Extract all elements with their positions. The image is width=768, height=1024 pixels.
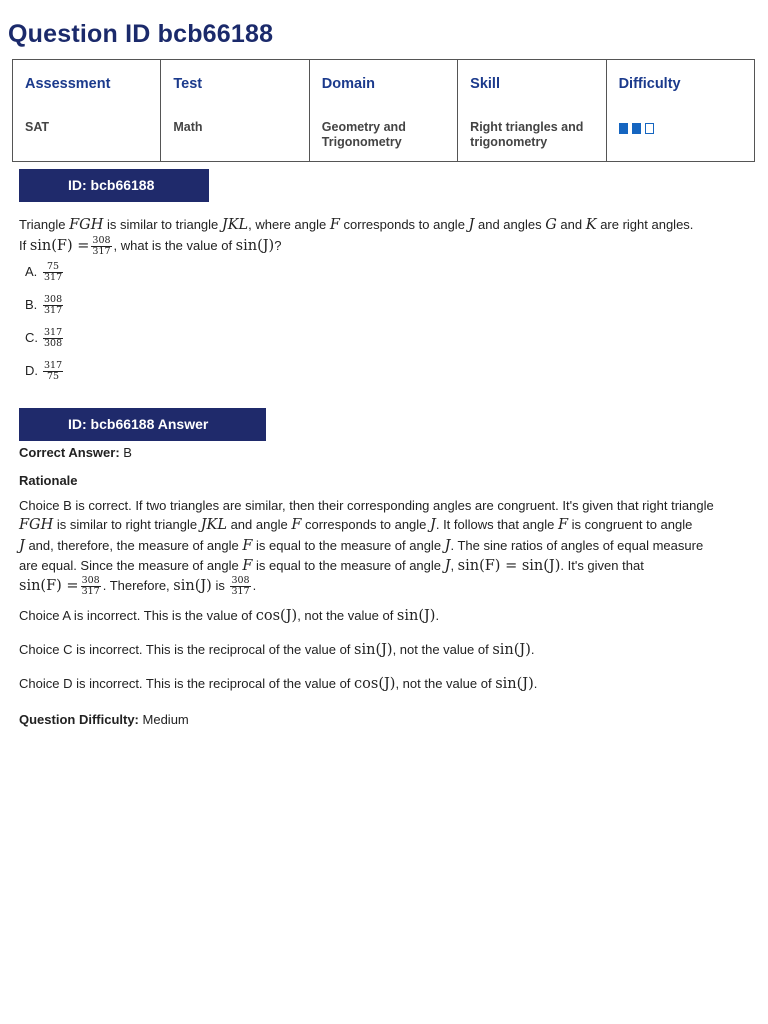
question-stem: Triangle FGH is similar to triangle JKL, where angle F corresponds to angle J and angles G and K are right angles. If sin(F) = $\frac{308}{317}$ , what is the value of sin(J)? <box>19 217 694 257</box>
header-skill: Skill <box>458 60 606 105</box>
question-id-bar: ID: bcb66188 <box>19 169 209 202</box>
difficulty-box-filled <box>619 123 628 134</box>
value-difficulty <box>606 104 754 162</box>
value-domain: Geometry and Trigonometry <box>309 104 457 162</box>
rationale-heading: Rationale <box>19 473 78 488</box>
fraction: $\frac{308}{317}$ <box>92 234 111 257</box>
difficulty-box-empty <box>645 123 654 134</box>
choice-d[interactable]: D. $\frac{317}{75}$ <box>25 360 63 382</box>
difficulty-indicator <box>619 120 658 134</box>
header-domain: Domain <box>309 60 457 105</box>
page-title: Question ID bcb66188 <box>8 20 274 48</box>
value-skill: Right triangles and trigonometry <box>458 104 606 162</box>
correct-answer: Correct Answer: B <box>19 445 132 460</box>
question-metadata-table <box>12 59 755 162</box>
value-test: Math <box>161 104 309 162</box>
header-test: Test <box>161 60 309 105</box>
choice-c-explanation: Choice C is incorrect. This is the reciprocal of the value of sin(J), not the value of sin(J). <box>19 642 535 658</box>
question-difficulty: Question Difficulty: Medium <box>19 712 189 727</box>
choice-d-explanation: Choice D is incorrect. This is the reciprocal of the value of cos(J), not the value of sin(J). <box>19 676 538 692</box>
choice-a-explanation: Choice A is incorrect. This is the value of cos(J), not the value of sin(J). <box>19 608 440 624</box>
rationale-body: Choice B is correct. If two triangles are similar, then their corresponding angles are congruent. It's given that right triangle FGH is similar to right triangle JKL and angle F corresponds to angle J. It follows that angle F is congruent to angle J and, therefore, the measure of angle F is equal to the measure of angle J. The sine ratios of angles of equal measure are equal. Since the measure of angle F is equal to the measure of angle J, sin(F) = sin(J). It's given that sin(F) = $\frac{308}{317}$ . Therefore, sin(J) is $\frac{308}{317}$ . <box>19 498 714 598</box>
choice-b[interactable]: B. $\frac{308}{317}$ <box>25 294 63 316</box>
header-assessment: Assessment <box>13 60 161 105</box>
choice-c[interactable]: C. $\frac{317}{308}$ <box>25 327 63 349</box>
difficulty-box-filled <box>632 123 641 134</box>
answer-id-bar: ID: bcb66188 Answer <box>19 408 266 441</box>
header-difficulty: Difficulty <box>606 60 754 105</box>
value-assessment: SAT <box>13 104 161 162</box>
choice-a[interactable]: A. $\frac{75}{317}$ <box>25 261 63 283</box>
